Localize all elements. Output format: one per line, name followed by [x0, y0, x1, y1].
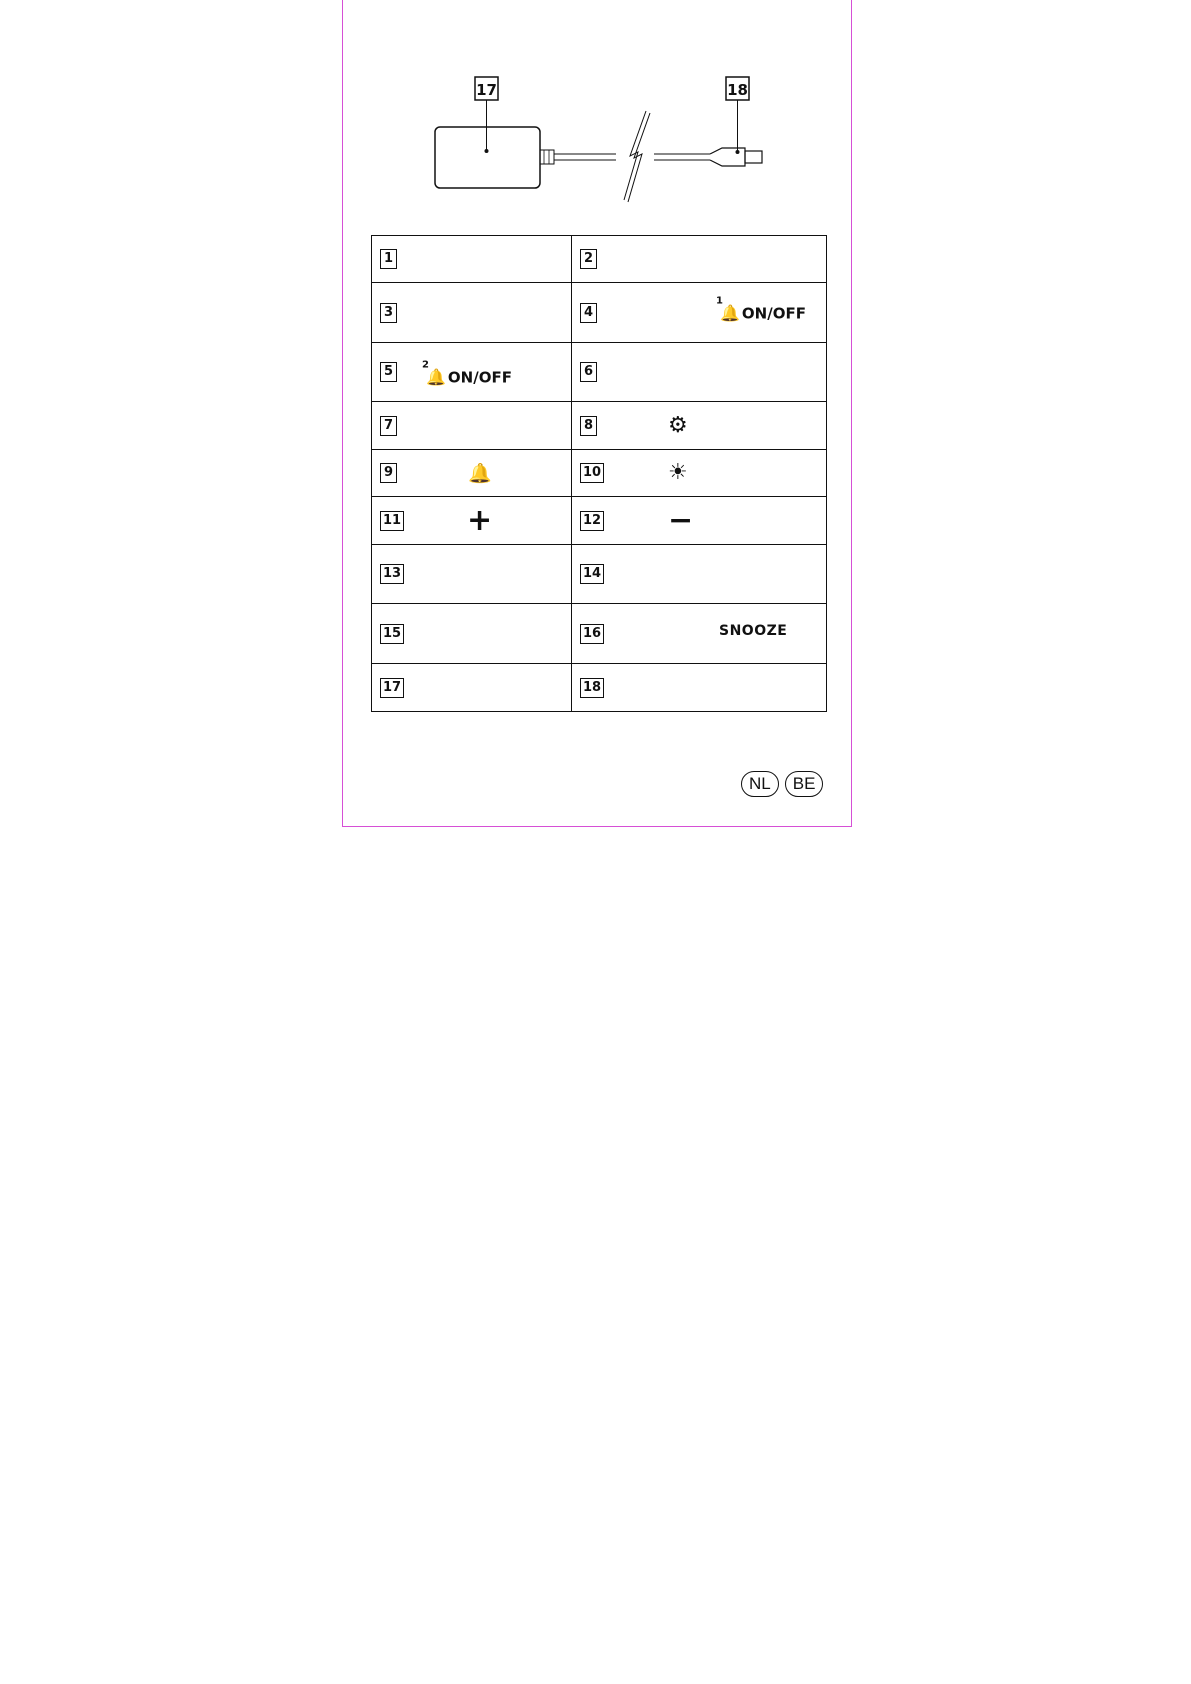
- table-row: [372, 236, 827, 283]
- part-number: 9: [380, 463, 397, 483]
- part-number: 4: [580, 303, 597, 323]
- part-number: 15: [380, 624, 404, 644]
- part-number: 6: [580, 362, 597, 382]
- alarm-2-on-off-symbol: [422, 359, 512, 387]
- power-adapter-diagram: [0, 0, 1191, 220]
- table-row: [372, 402, 827, 450]
- table-row: [372, 664, 827, 712]
- callout-17: 17: [476, 81, 497, 99]
- part-number: 8: [580, 416, 597, 436]
- part-number: 18: [580, 678, 604, 698]
- part-number: 3: [380, 303, 397, 323]
- gear-icon: ⚙: [668, 412, 688, 438]
- part-number: 10: [580, 463, 604, 483]
- part-number: 5: [380, 362, 397, 382]
- alarm-2-icon: 🔔 2: [422, 359, 446, 387]
- country-badge-be: BE: [785, 771, 824, 797]
- table-row: [372, 343, 827, 402]
- on-off-label: ON/OFF: [741, 304, 806, 322]
- table-row: [372, 497, 827, 545]
- adapter-body: [435, 127, 540, 188]
- table-row: [372, 450, 827, 497]
- part-number: 1: [380, 249, 397, 269]
- part-number: 11: [380, 511, 404, 531]
- country-badges: [741, 771, 823, 797]
- part-number: 17: [380, 678, 404, 698]
- minus-icon: −: [668, 502, 694, 538]
- part-number: 13: [380, 564, 404, 584]
- brightness-icon: ☀: [668, 460, 688, 485]
- part-number: 14: [580, 564, 604, 584]
- alarm-1-on-off-symbol: [716, 295, 806, 322]
- part-number: 2: [580, 249, 597, 269]
- table-row: [372, 604, 827, 664]
- part-number: 16: [580, 624, 604, 644]
- callout-18: 18: [727, 81, 748, 99]
- table-row: [372, 545, 827, 604]
- part-number: 7: [380, 416, 397, 436]
- part-number: 12: [580, 511, 604, 531]
- alarm-1-icon: 🔔 1: [716, 295, 740, 322]
- country-badge-nl: NL: [741, 771, 779, 797]
- on-off-label: ON/OFF: [447, 368, 512, 387]
- plus-icon: +: [467, 502, 493, 538]
- bell-icon: 🔔: [468, 462, 492, 485]
- parts-legend-table: [371, 235, 827, 712]
- snooze-label: SNOOZE: [719, 622, 788, 639]
- table-row: [372, 283, 827, 343]
